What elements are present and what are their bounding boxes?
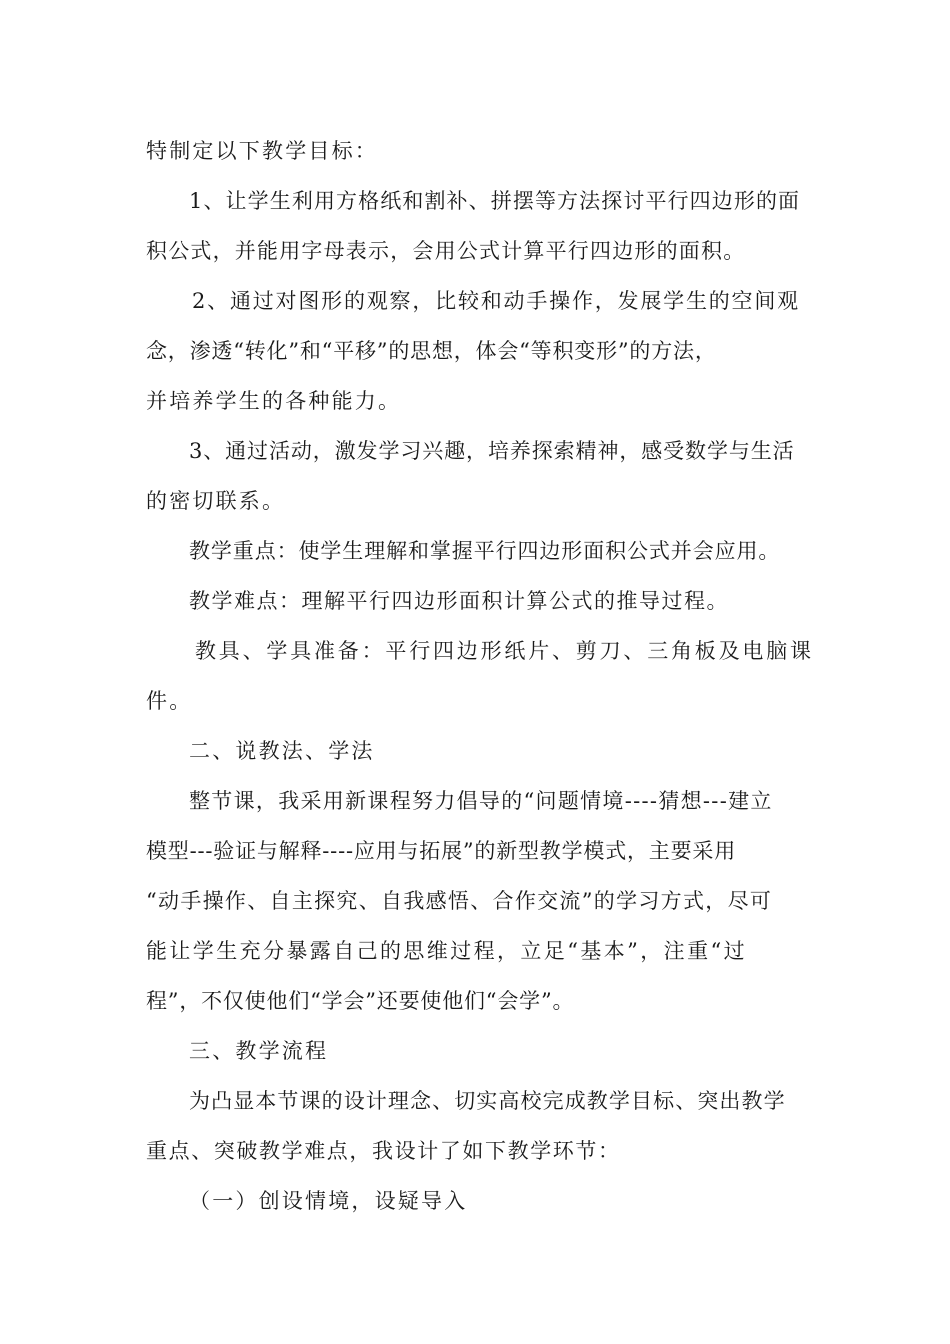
text-line: 能让学生充分暴露自己的思维过程，立足“基本”，注重“过 — [146, 939, 748, 963]
section-heading: 二、说教法、学法 — [189, 739, 375, 763]
text-line: 3、通过活动，激发学习兴趣，培养探索精神，感受数学与生活 — [189, 439, 795, 463]
text-line: “动手操作、自主探究、自我感悟、合作交流”的学习方式，尽可 — [146, 889, 773, 913]
text-line: 为凸显本节课的设计理念、切实高校完成教学目标、突出教学 — [189, 1089, 786, 1113]
text-line: 模型---验证与解释----应用与拓展”的新型教学模式，主要采用 — [146, 839, 737, 863]
text-line: 的密切联系。 — [146, 489, 286, 513]
text-line: 教具、学具准备：平行四边形纸片、剪刀、三角板及电脑课 — [195, 639, 814, 663]
text-line: 教学难点：理解平行四边形面积计算公式的推导过程。 — [189, 589, 729, 613]
subsection-heading: （一）创设情境，设疑导入 — [189, 1189, 468, 1213]
text-line: 念，渗透“转化”和“平移”的思想，体会“等积变形”的方法， — [146, 339, 717, 363]
text-line: 件。 — [146, 689, 193, 713]
text-line: 教学重点：使学生理解和掌握平行四边形面积公式并会应用。 — [189, 539, 781, 563]
text-line: 积公式，并能用字母表示，会用公式计算平行四边形的面积。 — [146, 239, 746, 263]
section-heading: 三、教学流程 — [189, 1039, 329, 1063]
text-line: 整节课，我采用新课程努力倡导的“问题情境----猜想---建立 — [189, 789, 773, 813]
text-line: 重点、突破教学难点，我设计了如下教学环节： — [146, 1139, 621, 1163]
text-line: 2、通过对图形的观察，比较和动手操作，发展学生的空间观 — [192, 289, 800, 313]
text-line: 并培养学生的各种能力。 — [146, 389, 402, 413]
text-line: 1、让学生利用方格纸和割补、拼摆等方法探讨平行四边形的面 — [189, 189, 801, 213]
text-line: 程”，不仅使他们“学会”还要使他们“会学”。 — [146, 989, 575, 1013]
text-line: 特制定以下教学目标： — [146, 139, 378, 163]
